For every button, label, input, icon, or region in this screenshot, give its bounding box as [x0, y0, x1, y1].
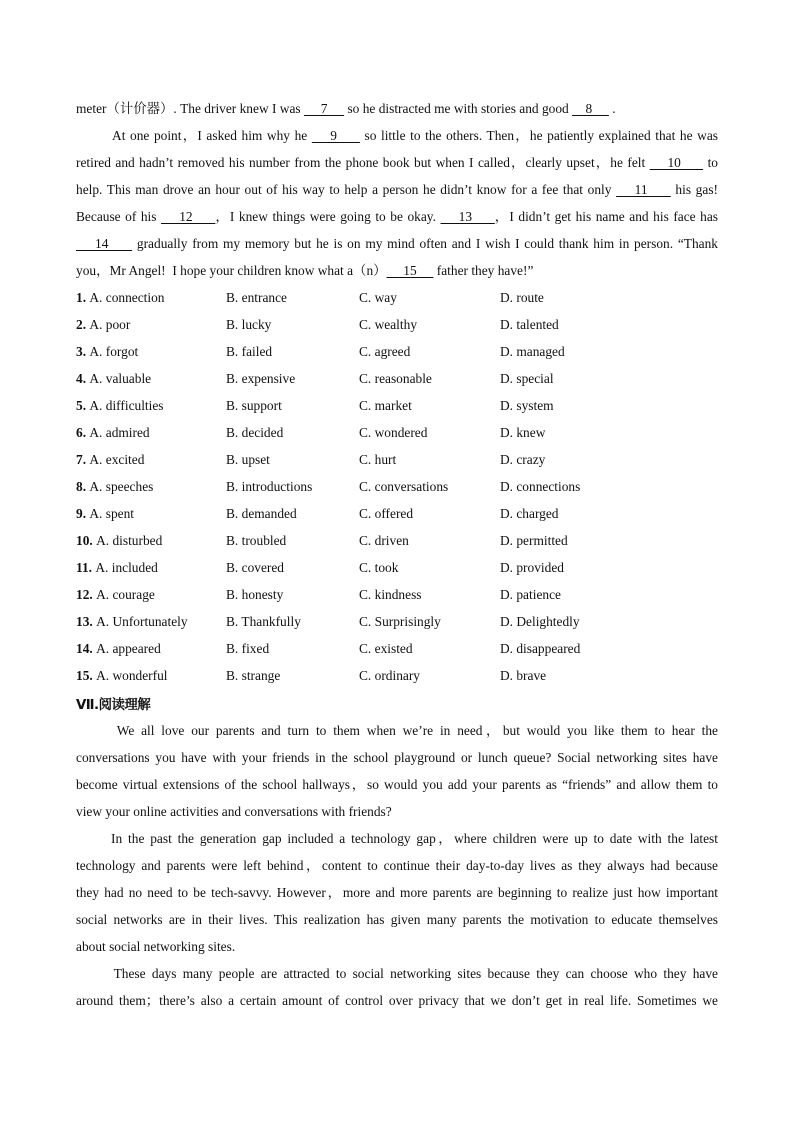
- option-d: D. brave: [500, 668, 547, 683]
- option-b: B. expensive: [226, 371, 296, 386]
- cloze-blank: 11: [616, 182, 671, 197]
- option-b: B. decided: [226, 425, 284, 440]
- question-number: 5.: [76, 398, 90, 413]
- option-row: [76, 370, 718, 388]
- option-b: B. lucky: [226, 317, 272, 332]
- passage-text: meter（计价器）. The driver knew I was: [76, 101, 304, 116]
- cloze-blank: 10: [649, 155, 704, 170]
- option-row: [76, 559, 718, 577]
- option-row: [76, 424, 718, 442]
- question-number: 14.: [76, 641, 97, 656]
- option-c: C. wealthy: [359, 317, 418, 332]
- passage-text: to: [703, 155, 718, 170]
- option-row: [76, 586, 718, 604]
- option-a: 8. A. speeches: [76, 479, 154, 494]
- passage-line: [76, 208, 718, 226]
- option-row: [76, 289, 718, 307]
- reading-line: become virtual extensions of the school hallways，so would you add your parents as “friends” and allow them to: [76, 777, 718, 792]
- option-b: B. fixed: [226, 641, 270, 656]
- option-b: B. failed: [226, 344, 273, 359]
- option-a: 13. A. Unfortunately: [76, 614, 188, 629]
- option-b: B. introductions: [226, 479, 313, 494]
- option-row: [76, 532, 718, 550]
- option-c: C. kindness: [359, 587, 422, 602]
- option-row: [76, 397, 718, 415]
- option-a: 15. A. wonderful: [76, 668, 168, 683]
- option-b: B. troubled: [226, 533, 287, 548]
- option-c: C. existed: [359, 641, 413, 656]
- option-d: D. system: [500, 398, 554, 413]
- question-number: 7.: [76, 452, 90, 467]
- passage-text: ，I didn’t get his name and his face has: [494, 209, 719, 224]
- question-number: 10.: [76, 533, 97, 548]
- passage-text: .: [608, 101, 616, 116]
- option-c: C. agreed: [359, 344, 411, 359]
- option-d: D. charged: [500, 506, 559, 521]
- option-c: C. driven: [359, 533, 409, 548]
- option-row: [76, 613, 718, 631]
- option-a: 4. A. valuable: [76, 371, 152, 386]
- question-number: 13.: [76, 614, 97, 629]
- option-d: D. Delightedly: [500, 614, 580, 629]
- question-number: 8.: [76, 479, 90, 494]
- question-number: 4.: [76, 371, 90, 386]
- passage-text: so little to the others. Then，he patiently explained that he was: [359, 128, 718, 143]
- option-b: B. support: [226, 398, 282, 413]
- question-number: 2.: [76, 317, 90, 332]
- cloze-blank: 15: [386, 263, 434, 278]
- option-row: [76, 478, 718, 496]
- option-row: [76, 451, 718, 469]
- passage-line: [76, 127, 718, 145]
- option-a: 1. A. connection: [76, 290, 165, 305]
- passage-line: [76, 154, 718, 172]
- option-c: C. took: [359, 560, 399, 575]
- option-a: 10. A. disturbed: [76, 533, 163, 548]
- option-a: 9. A. spent: [76, 506, 135, 521]
- option-d: D. disappeared: [500, 641, 581, 656]
- option-a: 3. A. forgot: [76, 344, 139, 359]
- question-number: 3.: [76, 344, 90, 359]
- reading-line: In the past the generation gap included a technology gap，where children were up to date with the latest: [76, 831, 718, 846]
- passage-text: retired and hadn’t removed his number from the phone book but when I called，clearly upset，he felt: [76, 155, 650, 170]
- reading-line: social networks are in their lives. This realization has given many parents the motivation to educate themselves: [76, 912, 718, 927]
- option-c: C. wondered: [359, 425, 428, 440]
- option-d: D. connections: [500, 479, 581, 494]
- passage-line: [76, 262, 718, 280]
- option-c: C. Surprisingly: [359, 614, 441, 629]
- cloze-blank: 14: [76, 236, 133, 251]
- reading-line: technology and parents were left behind，content to continue their day-to-day lives as they always had because: [76, 858, 718, 873]
- reading-line: We all love our parents and turn to them when we’re in need，but would you like them to hear the: [76, 723, 718, 738]
- passage-text: father they have!”: [433, 263, 534, 278]
- option-row: [76, 667, 718, 685]
- option-b: B. entrance: [226, 290, 287, 305]
- option-d: D. talented: [500, 317, 559, 332]
- cloze-blank: 8: [572, 101, 609, 116]
- question-number: 1.: [76, 290, 90, 305]
- option-d: D. patience: [500, 587, 561, 602]
- option-a: 2. A. poor: [76, 317, 131, 332]
- option-d: D. provided: [500, 560, 564, 575]
- cloze-blank: 7: [303, 101, 345, 116]
- option-b: B. honesty: [226, 587, 284, 602]
- question-number: 12.: [76, 587, 97, 602]
- option-row: [76, 343, 718, 361]
- passage-line: [76, 181, 718, 199]
- option-c: C. conversations: [359, 479, 449, 494]
- option-a: 5. A. difficulties: [76, 398, 164, 413]
- passage-text: Because of his: [76, 209, 162, 224]
- cloze-blank: 12: [161, 209, 216, 224]
- passage-text: so he distracted me with stories and good: [344, 101, 573, 116]
- option-b: B. demanded: [226, 506, 297, 521]
- option-a: 11. A. included: [76, 560, 158, 575]
- option-b: B. upset: [226, 452, 270, 467]
- option-c: C. offered: [359, 506, 414, 521]
- cloze-blank: 13: [440, 209, 495, 224]
- passage-text: help. This man drove an hour out of his way to help a person he didn’t know for a fee that only: [76, 182, 617, 197]
- option-b: B. strange: [226, 668, 281, 683]
- reading-line: they had no need to be tech-savvy. However，more and more parents are beginning to realize just how important: [76, 885, 718, 900]
- question-number: 11.: [76, 560, 96, 575]
- option-c: C. way: [359, 290, 397, 305]
- passage-text: his gas!: [670, 182, 718, 197]
- passage-text: At one point，I asked him why he: [76, 128, 312, 143]
- option-d: D. special: [500, 371, 554, 386]
- reading-line: conversations you have with your friends in the school playground or lunch queue? Social networking sites have: [76, 750, 718, 765]
- passage-line: [76, 100, 718, 118]
- question-number: 6.: [76, 425, 90, 440]
- option-d: D. knew: [500, 425, 546, 440]
- option-a: 6. A. admired: [76, 425, 150, 440]
- passage-text: you，Mr Angel! I hope your children know what a（n）: [76, 263, 387, 278]
- passage-text: ，I knew things were going to be okay.: [215, 209, 441, 224]
- option-a: 14. A. appeared: [76, 641, 161, 656]
- reading-line: around them；there’s also a certain amount of control over privacy that we don’t get in real life. Sometimes we: [76, 993, 718, 1008]
- passage-text: gradually from my memory but he is on my mind often and I wish I could thank him in person. “Thank: [132, 236, 718, 251]
- option-c: C. reasonable: [359, 371, 432, 386]
- section-heading: Ⅶ.阅读理解: [76, 698, 151, 713]
- option-row: [76, 505, 718, 523]
- reading-line: view your online activities and conversations with friends?: [76, 804, 392, 819]
- reading-line: about social networking sites.: [76, 939, 236, 954]
- option-d: D. managed: [500, 344, 565, 359]
- option-row: [76, 640, 718, 658]
- option-b: B. covered: [226, 560, 285, 575]
- option-c: C. hurt: [359, 452, 397, 467]
- option-d: D. route: [500, 290, 544, 305]
- option-d: D. crazy: [500, 452, 546, 467]
- option-b: B. Thankfully: [226, 614, 301, 629]
- reading-line: These days many people are attracted to social networking sites because they can choose who they have: [76, 966, 718, 981]
- option-row: [76, 316, 718, 334]
- passage-line: [76, 235, 718, 253]
- option-a: 7. A. excited: [76, 452, 145, 467]
- option-c: C. market: [359, 398, 412, 413]
- option-c: C. ordinary: [359, 668, 420, 683]
- cloze-blank: 9: [311, 128, 360, 143]
- question-number: 9.: [76, 506, 90, 521]
- option-d: D. permitted: [500, 533, 568, 548]
- option-a: 12. A. courage: [76, 587, 155, 602]
- question-number: 15.: [76, 668, 97, 683]
